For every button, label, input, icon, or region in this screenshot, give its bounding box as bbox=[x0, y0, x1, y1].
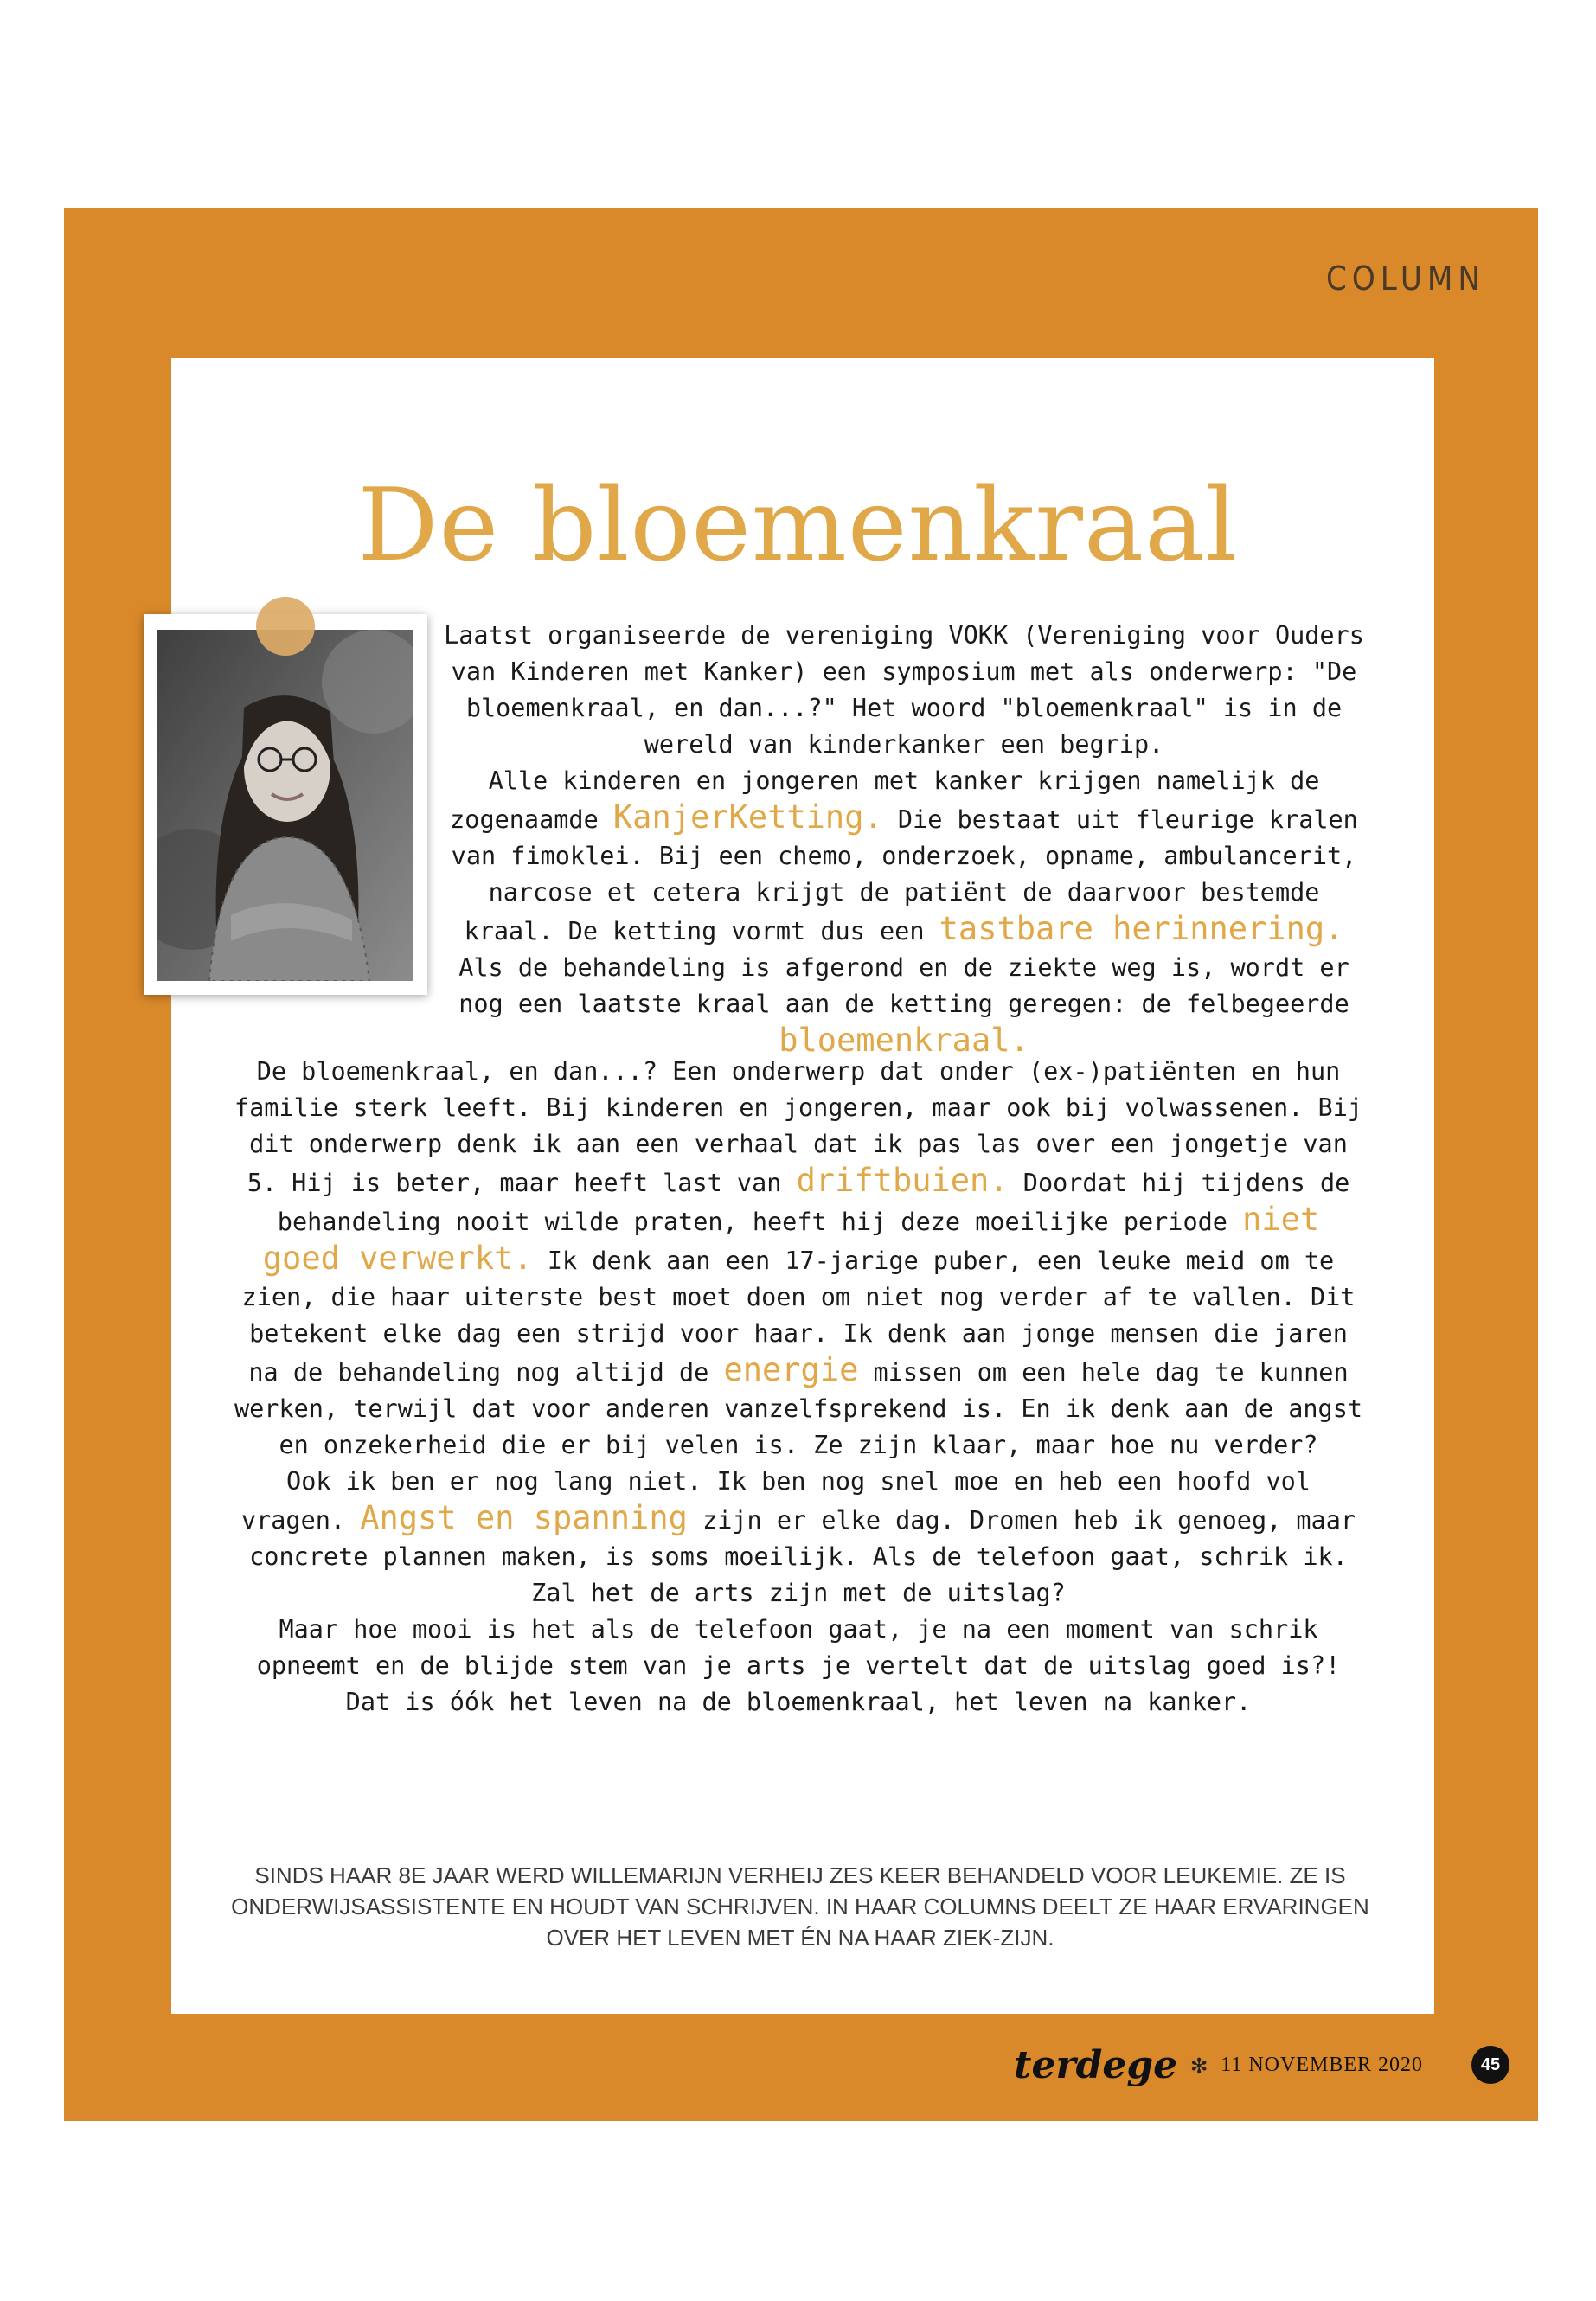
page-title: De bloemenkraal bbox=[357, 467, 1239, 584]
article-text: Maar hoe mooi is het als de telefoon gaat, je na een moment van schrik opneemt en de blijde stem van je arts je vertelt dat de uitslag goed is?! Dat is óók het leven na de bloemenkraal, het leven na kanker. bbox=[256, 1615, 1341, 1716]
article-text: Ik denk aan een 17-jarige puber, een leuke meid om te zien, die haar uiterste best moet doen om niet nog verder af te vallen. Dit betekent elke dag een strijd voor haar. Ik denk aan jonge mensen die jaren na de behandeling nog altijd de bbox=[241, 1247, 1356, 1387]
article-body-text bbox=[232, 1054, 1365, 1721]
article-text: missen om een hele dag te kunnen werken, terwijl dat voor anderen vanzelfsprekend is. En ik denk aan de angst en onzekerheid die er bij velen is. Ze zijn klaar, maar hoe nu verder? bbox=[234, 1358, 1363, 1459]
highlight-phrase: tastbare herinnering. bbox=[939, 910, 1344, 947]
article-text: Als de behandeling is afgerond en de ziekte weg is, wordt er nog een laatste kraal aan de ketting geregen: de felbegeerde bbox=[458, 953, 1349, 1018]
article-intro bbox=[441, 618, 1367, 1061]
article-text: Laatst organiseerde de vereniging VOKK (Vereniging voor Ouders van Kinderen met Kanker) een symposium met als onderwerp: "De bloemenkraal, en dan...?" Het woord "bloemenkraal" is in de wereld van kinderkanker een begrip. bbox=[444, 621, 1364, 759]
highlight-phrase: bloemenkraal. bbox=[779, 1022, 1029, 1059]
page-number: 45 bbox=[1471, 2046, 1509, 2084]
highlight-phrase: driftbuien. bbox=[796, 1162, 1009, 1199]
highlight-phrase: Angst en spanning bbox=[360, 1499, 688, 1536]
brand-logo: terdege bbox=[1014, 2042, 1178, 2087]
article-text: Die bestaat uit fleurige kralen van fimoklei. Bij een chemo, onderzoek, opname, ambulancerit, narcose et cetera krijgt de patiënt de daarvoor bestemde kraal. De ketting vormt dus een bbox=[451, 805, 1358, 945]
author-photo-card bbox=[144, 614, 427, 995]
highlight-phrase: niet goed verwerkt. bbox=[262, 1201, 1320, 1277]
article-text: De bloemenkraal, en dan...? Een onderwerp dat onder (ex-)patiënten en hun familie sterk leeft. Bij kinderen en jongeren, maar ook bij volwassenen. Bij dit onderwerp denk ik aan een verhaal dat ik pas las over een jongetje van 5. Hij is beter, maar heeft last van bbox=[234, 1057, 1363, 1197]
article-body bbox=[232, 1054, 1365, 1721]
article-text: Alle kinderen en jongeren met kanker krijgen namelijk de zogenaamde bbox=[450, 766, 1320, 834]
issue-date: 11 NOVEMBER 2020 bbox=[1221, 2053, 1423, 2076]
star-icon: ✻ bbox=[1191, 2049, 1208, 2080]
author-bio: SINDS HAAR 8E JAAR WERD WILLEMARIJN VERHEIJ ZES KEER BEHANDELD VOOR LEUKEMIE. ZE IS ONDERWIJSASSISTENTE EN HOUDT VAN SCHRIJVEN. IN HAAR COLUMNS DEELT ZE HAAR ERVARINGEN OVER HET LEVEN MET ÉN NA HAAR ZIEK-ZIJN. bbox=[231, 1862, 1369, 1951]
footer bbox=[1014, 2043, 1509, 2086]
highlight-phrase: energie bbox=[723, 1351, 859, 1388]
section-label: COLUMN bbox=[1325, 260, 1485, 298]
highlight-phrase: KanjerKetting. bbox=[612, 798, 883, 836]
pin-dot bbox=[256, 597, 315, 656]
article-intro-text bbox=[441, 618, 1367, 1061]
article-text: Doordat hij tijdens de behandeling nooit wilde praten, heeft hij deze moeilijke periode bbox=[277, 1169, 1350, 1236]
article-text: Ook ik ben er nog lang niet. Ik ben nog snel moe en heb een hoofd vol vragen. bbox=[240, 1467, 1311, 1535]
author-photo bbox=[157, 630, 413, 981]
article-text: zijn er elke dag. Dromen heb ik genoeg, maar concrete plannen maken, is soms moeilijk. Als de telefoon gaat, schrik ik. Zal het de arts zijn met de uitslag? bbox=[249, 1506, 1356, 1607]
